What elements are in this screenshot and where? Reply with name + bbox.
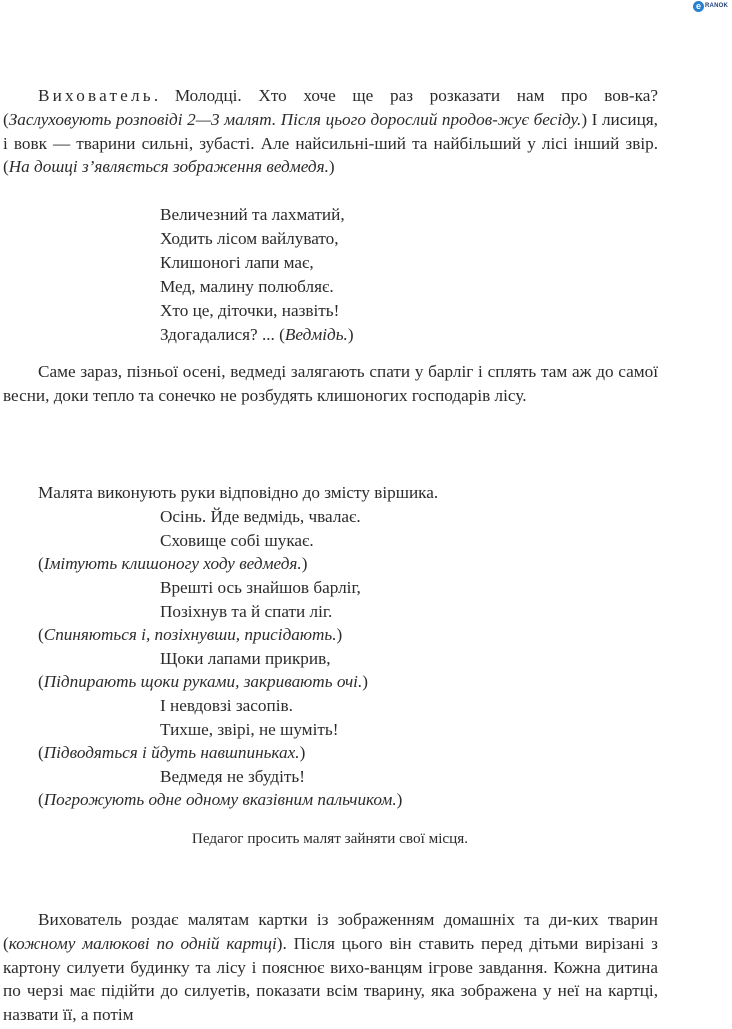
game-action: (Спиняються і, позіхнувши, присідають.) [38, 625, 343, 644]
game-verse-line: Щоки лапами прикрив, [160, 649, 331, 668]
stage-direction: кожному малюкові по одній картці [8, 933, 277, 953]
riddle-answer-line [160, 323, 660, 347]
game-action: (Підводяться і йдуть навшпиньках.) [38, 743, 306, 762]
text-run: Здогадалися? ... ( [160, 325, 285, 344]
action-text: Погрожують одне одному вказівним пальчиком. [43, 790, 397, 809]
paragraph-cards [3, 908, 658, 1027]
action-text: Спиняються і, позіхнувши, присідають. [43, 625, 337, 644]
game-verse-line: Осінь. Йде ведмідь, чвалає. [160, 507, 361, 526]
stage-direction: На дошці з’являється зображення ведмедя. [8, 157, 329, 177]
logo-mark: e [693, 1, 704, 12]
text-run: . Молодці. Хто хоче ще раз розказати нам про вов-ка? ( [3, 86, 658, 129]
teacher-note: Педагог просить малят зайняти свої місця. [191, 830, 469, 847]
paragraph-teacher-speech [3, 84, 658, 179]
action-text: Підводяться і йдуть навшпиньках. [43, 743, 300, 762]
text-run: Вихователь роздає малятам картки із зображенням домашніх та ди-ких тварин ( [3, 910, 658, 953]
game-verse-line: Врешті ось знайшов барліг, [160, 578, 361, 597]
game-action: (Імітують клишоногу ходу ведмедя.) [38, 554, 308, 573]
game-verse-line: І невдовзі засопів. [160, 696, 293, 715]
stage-direction: Заслуховують розповіді 2—3 малят. Після цього дорослий продов-жує бесіду. [8, 109, 582, 129]
text-run: ) [347, 325, 354, 344]
text-run: ) [328, 157, 335, 177]
riddle-line: Клишоногі лапи має, [160, 253, 314, 272]
game-verse-line: Тихше, звірі, не шуміть! [160, 720, 339, 739]
riddle-line: Ходить лісом вайлувато, [160, 229, 339, 248]
game-verse-line: Сховище собі шукає. [160, 531, 314, 550]
text-run: ). Після цього він ставить перед дітьми вирізані з картону силуети будинку та лісу і пояснює вихо-ванцям ігрове завдання. Кожна дитина по черзі має підійти до силуетів, показати всім тварину, яка зображена у неї на картці, назвати її, а потім [3, 933, 658, 1025]
game-verse-line: Позіхнув та й спати ліг. [160, 602, 333, 621]
action-text: Імітують клишоногу ходу ведмедя. [43, 554, 302, 573]
game-intro: Малята виконують руки відповідно до змісту віршика. [38, 483, 439, 502]
paragraph-bears: Саме зараз, пізньої осені, ведмеді залягають спати у барліг і сплять там аж до самої весни, доки тепло та сонечко не розбудять клишоногих господарів лісу. [3, 362, 658, 405]
game-action: (Погрожують одне одному вказівним пальчиком.) [38, 790, 403, 809]
riddle-line: Хто це, діточки, назвіть! [160, 301, 340, 320]
game-verse-line: Ведмедя не збудіть! [160, 767, 305, 786]
game-action: (Підпирають щоки руками, закривають очі.) [38, 672, 368, 691]
text-run: ) І лисиця, і вовк — тварини сильні, зубасті. Але найсильні-ший та найбільший у лісі інший звір. ( [3, 109, 658, 177]
riddle-line: Мед, малину полюбляє. [160, 277, 334, 296]
riddle-line: Величезний та лахматий, [160, 205, 345, 224]
speaker-label: Вихователь [38, 86, 154, 105]
logo-text: RANOK [705, 3, 728, 9]
action-text: Підпирають щоки руками, закривають очі. [43, 672, 363, 691]
riddle-answer: Ведмідь. [284, 325, 348, 344]
